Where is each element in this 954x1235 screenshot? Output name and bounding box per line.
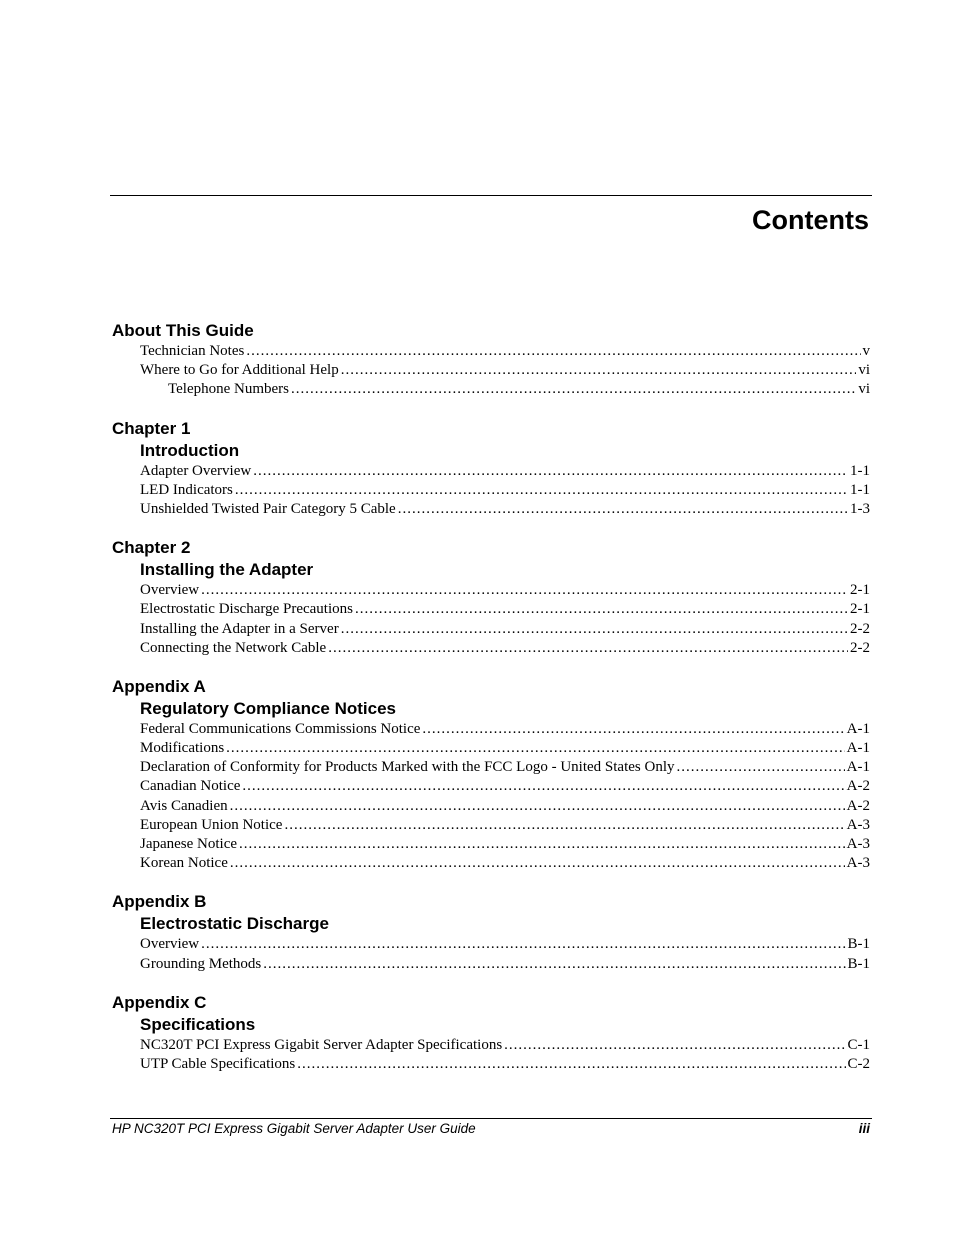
toc-section [112, 891, 870, 973]
toc-entry[interactable] [112, 835, 870, 854]
dot-leader [246, 342, 860, 361]
toc-entry-text: UTP Cable Specifications [140, 1055, 296, 1072]
toc-entry-page: A-2 [846, 778, 870, 795]
toc-entry[interactable] [112, 1036, 870, 1055]
section-label: About This Guide [112, 321, 254, 340]
toc-entry-text: Korean Notice [140, 855, 228, 872]
toc-entry[interactable] [112, 361, 870, 380]
toc-entry-page: 2-1 [850, 601, 870, 618]
toc-entry[interactable] [112, 797, 870, 816]
toc-entry-page: 2-1 [850, 582, 870, 599]
toc-section [112, 537, 870, 658]
toc-entry[interactable] [112, 720, 870, 739]
toc-section [112, 676, 870, 874]
toc-entry-page: 1-1 [850, 462, 870, 479]
dot-leader [677, 758, 845, 777]
toc-entry-text: Federal Communications Commissions Notice [140, 720, 421, 737]
dot-leader [328, 639, 848, 658]
toc-entry-page: vi [858, 381, 870, 398]
dot-leader [341, 620, 848, 639]
footer-page-number: iii [858, 1121, 870, 1136]
section-label: Appendix B [112, 892, 207, 912]
dot-leader [284, 816, 844, 835]
toc-entry[interactable] [112, 500, 870, 519]
section-label: Appendix C [112, 992, 207, 1012]
toc-entry-page: A-3 [846, 816, 870, 833]
toc-entry-page: A-2 [846, 797, 870, 814]
footer-rule [110, 1118, 872, 1119]
footer-title: HP NC320T PCI Express Gigabit Server Adapter User Guide [112, 1121, 476, 1136]
toc-entry[interactable] [112, 955, 870, 974]
toc-entry-page: C-1 [847, 1036, 870, 1053]
toc-entry-text: Declaration of Conformity for Products Marked with the FCC Logo - United States Only [140, 759, 675, 776]
toc-entry-page: v [862, 343, 870, 359]
toc-entry[interactable] [112, 639, 870, 658]
toc-entry-page: A-3 [846, 855, 870, 872]
dot-leader [201, 581, 848, 600]
toc-entry[interactable] [112, 481, 870, 500]
toc-entry[interactable] [112, 816, 870, 835]
section-title: Specifications [140, 1014, 256, 1034]
toc-entry[interactable] [112, 342, 870, 361]
section-label: Chapter 2 [112, 538, 191, 558]
dot-leader [297, 1055, 845, 1074]
toc-section [112, 418, 870, 520]
dot-leader [230, 797, 845, 816]
dot-leader [253, 462, 848, 481]
toc-entry-page: A-1 [846, 720, 870, 737]
toc-entry[interactable] [112, 1055, 870, 1074]
dot-leader [422, 720, 844, 739]
toc-entry[interactable] [112, 620, 870, 639]
toc-entry-text: Unshielded Twisted Pair Category 5 Cable [140, 500, 396, 517]
toc-entry-page: A-1 [846, 759, 870, 776]
toc-entry-page: A-1 [846, 740, 870, 757]
dot-leader [504, 1036, 845, 1055]
dot-leader [355, 600, 848, 619]
toc-entry-page: 2-2 [850, 620, 870, 637]
toc-entry-text: Japanese Notice [140, 836, 238, 852]
toc-entry[interactable] [112, 935, 870, 954]
dot-leader [398, 500, 848, 519]
dot-leader [263, 955, 845, 974]
toc-entry[interactable] [112, 854, 870, 873]
toc-entry-text: NC320T PCI Express Gigabit Server Adapter Specifications [140, 1036, 503, 1053]
page-title: Contents [752, 205, 869, 235]
toc-entry-text: European Union Notice [140, 816, 283, 833]
toc-entry-text: Electrostatic Discharge Precautions [140, 601, 353, 618]
toc-section [112, 320, 870, 400]
toc-entry-text: Overview [140, 936, 200, 953]
dot-leader [201, 935, 845, 954]
toc-entry[interactable] [112, 777, 870, 796]
toc-section [112, 992, 870, 1074]
dot-leader [291, 380, 856, 399]
dot-leader [230, 854, 845, 873]
toc-entry-text: Adapter Overview [140, 462, 252, 479]
toc-entry-page: 2-2 [850, 639, 870, 656]
toc-entry-text: Grounding Methods [140, 955, 262, 972]
toc-entry[interactable] [112, 600, 870, 619]
section-title: Electrostatic Discharge [140, 914, 329, 934]
toc-entry-text: Where to Go for Additional Help [140, 362, 339, 379]
dot-leader [239, 835, 845, 854]
toc-entry-page: 1-3 [850, 500, 870, 517]
toc-entry[interactable] [112, 462, 870, 481]
dot-leader [242, 777, 844, 796]
toc-entry-text: LED Indicators [140, 481, 233, 498]
toc-entry[interactable] [112, 581, 870, 600]
toc-entry-page: C-2 [847, 1055, 870, 1072]
dot-leader [341, 361, 857, 380]
toc-entry-page: B-1 [847, 936, 870, 953]
section-label: Chapter 1 [112, 418, 191, 438]
dot-leader [226, 739, 845, 758]
section-title: Regulatory Compliance Notices [140, 698, 397, 718]
toc-entry-text: Overview [140, 582, 200, 599]
toc-entry-text: Canadian Notice [140, 778, 241, 795]
toc-entry-text: Modifications [140, 740, 225, 757]
section-label: Appendix A [112, 676, 206, 696]
toc-entry[interactable] [112, 380, 870, 399]
toc-entry-text: Telephone Numbers [168, 381, 289, 398]
toc-entry-page: vi [858, 362, 870, 379]
top-rule [110, 195, 872, 196]
section-title: Installing the Adapter [140, 560, 314, 580]
table-of-contents [112, 320, 870, 1092]
toc-entry-text: Connecting the Network Cable [140, 639, 327, 656]
toc-entry[interactable] [112, 758, 870, 777]
toc-entry-page: B-1 [847, 955, 870, 972]
toc-entry-text: Installing the Adapter in a Server [140, 620, 339, 637]
toc-entry-page: 1-1 [850, 481, 870, 498]
toc-entry-text: Avis Canadien [140, 797, 228, 814]
toc-entry-page: A-3 [846, 836, 870, 852]
toc-entry-text: Technician Notes [140, 343, 245, 359]
section-title: Introduction [140, 440, 240, 460]
toc-entry[interactable] [112, 739, 870, 758]
dot-leader [235, 481, 848, 500]
